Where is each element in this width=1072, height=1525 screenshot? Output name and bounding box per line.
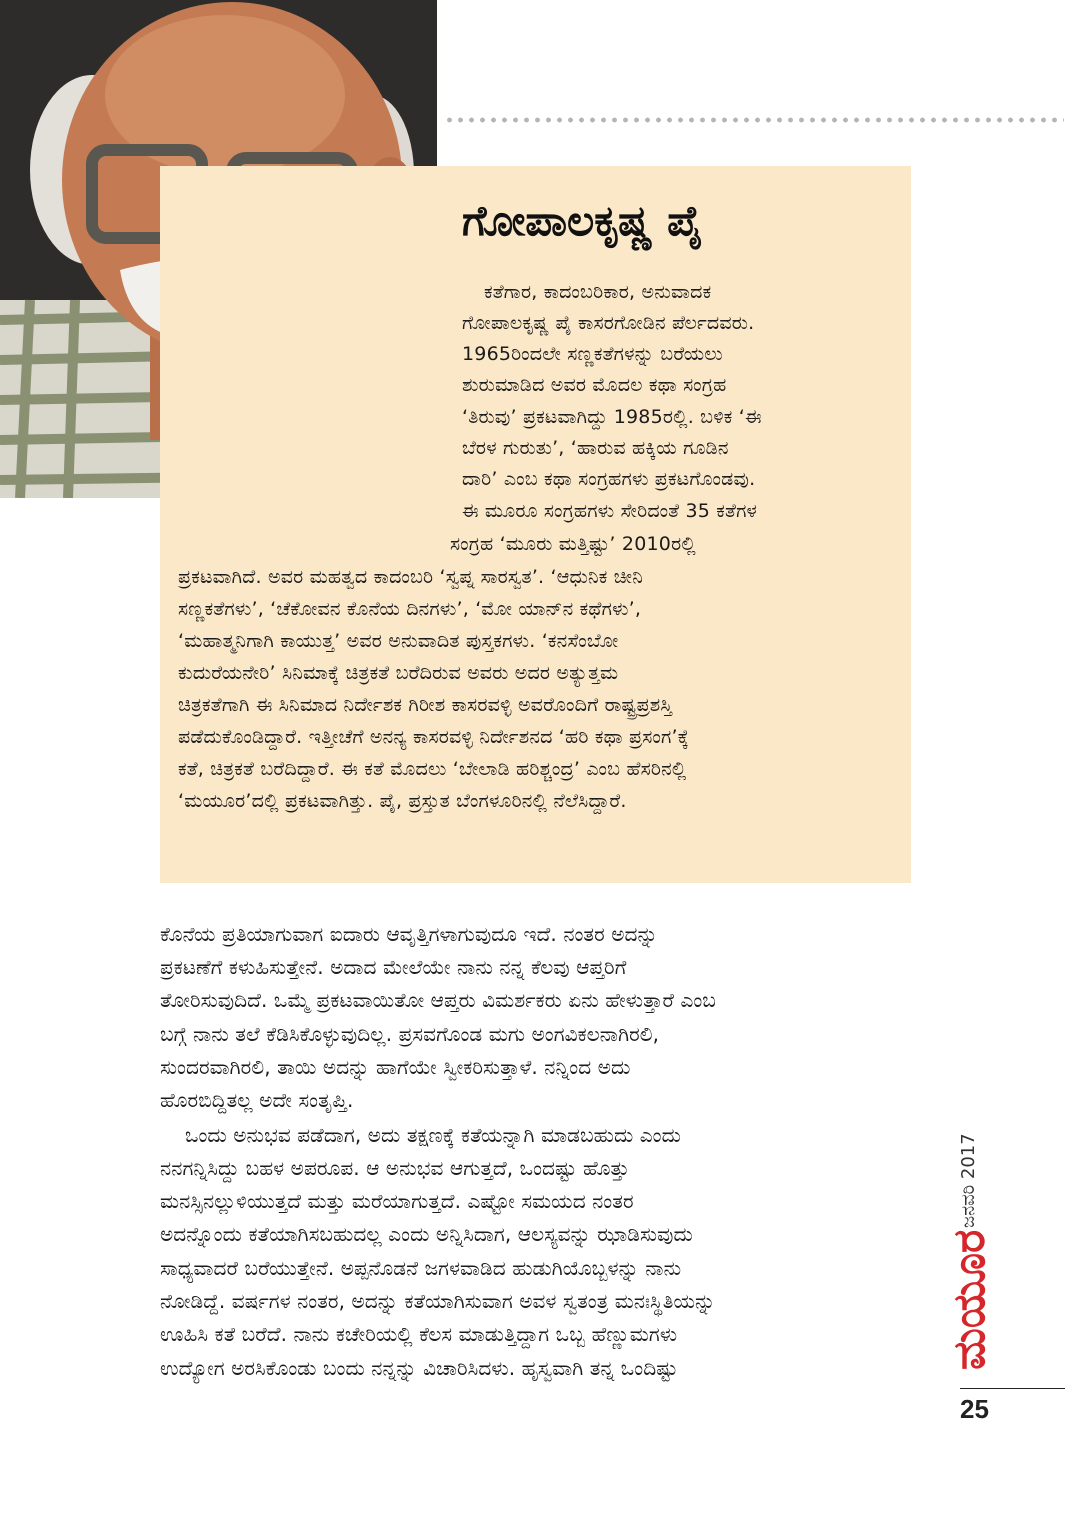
profile-line: ಬೆರಳ ಗುರುತು’, ‘ಹಾರುವ ಹಕ್ಕಿಯ ಗೂಡಿನ xyxy=(462,437,729,459)
magazine-logo xyxy=(944,1229,995,1370)
body-line: ನನಗನ್ನಿಸಿದ್ದು ಬಹಳ ಅಪರೂಪ. ಆ ಅನುಭವ ಆಗುತ್ತದೆ, ಒಂದಷ್ಟು ಹೊತ್ತು xyxy=(160,1156,630,1180)
issue-date-text: ಜನವರಿ 2017 xyxy=(958,1133,979,1228)
profile-line: ಕತೆಗಾರ, ಕಾದಂಬರಿಕಾರ, ಅನುವಾದಕ xyxy=(484,281,712,303)
body-line: ಉದ್ಯೋಗ ಅರಸಿಕೊಂಡು ಬಂದು ನನ್ನನ್ನು ವಿಚಾರಿಸಿದಳು. ಹೃಸ್ವವಾಗಿ ತನ್ನ ಒಂದಿಷ್ಟು xyxy=(160,1356,678,1380)
body-line: ನೋಡಿದ್ದೆ. ವರ್ಷಗಳ ನಂತರ, ಅದನ್ನು ಕತೆಯಾಗಿಸುವಾಗ ಅವಳ ಸ್ವತಂತ್ರ ಮನಃಸ್ಥಿತಿಯನ್ನು xyxy=(160,1289,716,1313)
body-line: ಸಾಧ್ಯವಾದರೆ ಬರೆಯುತ್ತೇನೆ. ಅಪ್ಪನೊಡನೆ ಜಗಳವಾಡಿದ ಹುಡುಗಿಯೊಬ್ಬಳನ್ನು ನಾನು xyxy=(160,1256,682,1280)
dotted-divider xyxy=(444,116,1064,124)
profile-line: ಗೋಪಾಲಕೃಷ್ಣ ಪೈ ಕಾಸರಗೋಡಿನ ಪೆರ್ಲದವರು. xyxy=(462,312,755,334)
body-line: ಮನಸ್ಸಿನಲ್ಲುಳಿಯುತ್ತದೆ ಮತ್ತು ಮರೆಯಾಗುತ್ತದೆ. ಎಷ್ಟೋ ಸಮಯದ ನಂತರ xyxy=(160,1189,634,1213)
body-line: ಕೊನೆಯ ಪ್ರತಿಯಾಗುವಾಗ ಐದಾರು ಆವೃತ್ತಿಗಳಾಗುವುದೂ ಇದೆ. ನಂತರ ಅದನ್ನು xyxy=(160,922,658,946)
footer-rule xyxy=(960,1388,1065,1389)
profile-line: ದಾರಿ’ ಎಂಬ ಕಥಾ ಸಂಗ್ರಹಗಳು ಪ್ರಕಟಗೊಂಡವು. xyxy=(462,468,756,490)
profile-line: ಚಿತ್ರಕತೆಗಾಗಿ ಈ ಸಿನಿಮಾದ ನಿರ್ದೇಶಕ ಗಿರೀಶ ಕಾಸರವಳ್ಳಿ ಅವರೊಂದಿಗೆ ರಾಷ್ಟ್ರಪ್ರಶಸ್ತಿ xyxy=(178,694,673,716)
profile-line: ‘ಮಯೂರ’ದಲ್ಲಿ ಪ್ರಕಟವಾಗಿತ್ತು. ಪೈ, ಪ್ರಸ್ತುತ ಬೆಂಗಳೂರಿನಲ್ಲಿ ನೆಲೆಸಿದ್ದಾರೆ. xyxy=(178,790,627,812)
body-line: ಹೊರಬಿದ್ದಿತಲ್ಲ ಅದೇ ಸಂತೃಪ್ತಿ. xyxy=(160,1088,354,1112)
profile-line: ಕತೆ, ಚಿತ್ರಕತೆ ಬರೆದಿದ್ದಾರೆ. ಈ ಕತೆ ಮೊದಲು ‘ಬೇಲಾಡಿ ಹರಿಶ್ಚಂದ್ರ’ ಎಂಬ ಹೆಸರಿನಲ್ಲಿ xyxy=(178,758,687,780)
magazine-name: ಮಯೂರ xyxy=(944,1229,995,1370)
profile-line: ಸಣ್ಣಕತೆಗಳು’, ‘ಚೆಕೋವನ ಕೊನೆಯ ದಿನಗಳು’, ‘ಮೋ ಯಾನ್‌ನ ಕಥೆಗಳು’, xyxy=(178,598,642,620)
profile-line: 1965ರಿಂದಲೇ ಸಣ್ಣಕತೆಗಳನ್ನು ಬರೆಯಲು xyxy=(462,343,723,365)
body-line: ಬಗ್ಗೆ ನಾನು ತಲೆ ಕೆಡಿಸಿಕೊಳ್ಳುವುದಿಲ್ಲ. ಪ್ರಸವಗೊಂಡ ಮಗು ಅಂಗವಿಕಲನಾಗಿರಲಿ, xyxy=(160,1022,660,1046)
body-line: ಊಹಿಸಿ ಕತೆ ಬರೆದೆ. ನಾನು ಕಚೇರಿಯಲ್ಲಿ ಕೆಲಸ ಮಾಡುತ್ತಿದ್ದಾಗ ಒಬ್ಬ ಹೆಣ್ಣುಮಗಳು xyxy=(160,1322,678,1346)
profile-line: ಸಂಗ್ರಹ ‘ಮೂರು ಮತ್ತಿಷ್ಟು’ 2010ರಲ್ಲಿ xyxy=(450,533,696,555)
profile-line: ಶುರುಮಾಡಿದ ಅವರ ಮೊದಲ ಕಥಾ ಸಂಗ್ರಹ xyxy=(462,374,727,396)
body-line: ಪ್ರಕಟಣೆಗೆ ಕಳುಹಿಸುತ್ತೇನೆ. ಅದಾದ ಮೇಲೆಯೇ ನಾನು ನನ್ನ ಕೆಲವು ಆಪ್ತರಿಗೆ xyxy=(160,955,627,979)
issue-date xyxy=(955,1128,985,1228)
profile-title: ಗೋಪಾಲಕೃಷ್ಣ ಪೈ xyxy=(462,196,703,245)
body-line: ಅದನ್ನೊಂದು ಕತೆಯಾಗಿಸಬಹುದಲ್ಲ ಎಂದು ಅನ್ನಿಸಿದಾಗ, ಆಲಸ್ಯವನ್ನು ಝಾಡಿಸುವುದು xyxy=(160,1222,693,1246)
profile-line: ಕುದುರೆಯನೇರಿ’ ಸಿನಿಮಾಕ್ಕೆ ಚಿತ್ರಕತೆ ಬರೆದಿರುವ ಅವರು ಅದರ ಅತ್ಯುತ್ತಮ xyxy=(178,662,619,684)
profile-line: ಈ ಮೂರೂ ಸಂಗ್ರಹಗಳು ಸೇರಿದಂತೆ 35 ಕತೆಗಳ xyxy=(462,500,758,522)
profile-line: ಪಡೆದುಕೊಂಡಿದ್ದಾರೆ. ಇತ್ತೀಚೆಗೆ ಅನನ್ಯ ಕಾಸರವಳ್ಳಿ ನಿರ್ದೇಶನದ ‘ಹರಿ ಕಥಾ ಪ್ರಸಂಗ’ಕ್ಕೆ xyxy=(178,726,690,748)
profile-line: ಪ್ರಕಟವಾಗಿದೆ. ಅವರ ಮಹತ್ವದ ಕಾದಂಬರಿ ‘ಸ್ವಪ್ನ ಸಾರಸ್ವತ’. ‘ಆಧುನಿಕ ಚೀನಿ xyxy=(178,566,643,588)
body-line: ತೋರಿಸುವುದಿದೆ. ಒಮ್ಮೆ ಪ್ರಕಟವಾಯಿತೋ ಆಪ್ತರು ವಿಮರ್ಶಕರು ಏನು ಹೇಳುತ್ತಾರೆ ಎಂಬ xyxy=(160,988,716,1012)
body-line: ಒಂದು ಅನುಭವ ಪಡೆದಾಗ, ಅದು ತಕ್ಷಣಕ್ಕೆ ಕತೆಯನ್ನಾಗಿ ಮಾಡಬಹುದು ಎಂದು xyxy=(185,1123,681,1147)
profile-line: ‘ಮಹಾತ್ಮನಿಗಾಗಿ ಕಾಯುತ್ತ’ ಅವರ ಅನುವಾದಿತ ಪುಸ್ತಕಗಳು. ‘ಕನಸೆಂಬೋ xyxy=(178,630,619,652)
page-number: 25 xyxy=(960,1394,989,1424)
body-line: ಸುಂದರವಾಗಿರಲಿ, ತಾಯಿ ಅದನ್ನು ಹಾಗೆಯೇ ಸ್ವೀಕರಿಸುತ್ತಾಳೆ. ನನ್ನಿಂದ ಅದು xyxy=(160,1055,631,1079)
profile-line: ‘ತಿರುವು’ ಪ್ರಕಟವಾಗಿದ್ದು 1985ರಲ್ಲಿ. ಬಳಿಕ ‘ಈ xyxy=(462,406,762,428)
